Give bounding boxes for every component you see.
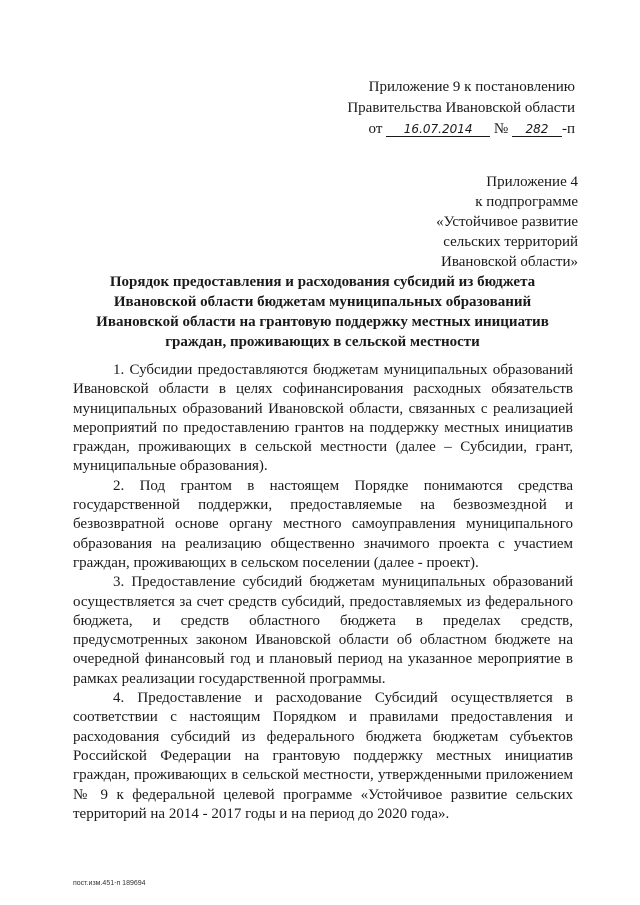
paragraph-2: 2. Под грантом в настоящем Порядке понимаются средства государственной поддержки, предоставляемые на безвозмездной и безвозвратной основе органу местного самоуправления муниципального образования на реализацию общественно значимого проекта с участием граждан, проживающих в сельском поселении (далее - проект).	[73, 477, 573, 571]
number-suffix: -п	[561, 121, 575, 137]
appendix-sub-line5: Ивановской области»	[441, 254, 578, 270]
appendix-sub-line4: сельских территорий	[443, 234, 578, 250]
appendix-main-date-line	[330, 119, 575, 140]
appendix-sub-line1: Приложение 4	[486, 174, 578, 190]
appendix-main-line2: Правительства Ивановской области	[347, 100, 575, 116]
appendix-sub-line2: к подпрограмме	[475, 194, 578, 210]
document-body	[73, 361, 573, 824]
paragraph-4: 4. Предоставление и расходование Субсидий осуществляется в соответствии с настоящим Порядком и правилами предоставления и расходования субсидий из федерального бюджета бюджетам субъектов Российской Федерации на грантовую поддержку местных инициатив граждан, проживающих в сельской местности, утвержденными приложением № 9 к федеральной целевой программе «Устойчивое развитие сельских территорий на 2014 - 2017 годы и на период до 2020 года».	[73, 690, 573, 822]
paragraph-3: 3. Предоставление субсидий бюджетам муниципальных образований осуществляется за счет средств субсидий, предоставляемых из федерального бюджета, и средств областного бюджета в пределах средств, предусмотренных законом Ивановской области об областном бюджете на очередной финансовый год и плановый период на указанное мероприятие в рамках реализации государственной программы.	[73, 574, 573, 687]
document-title	[70, 272, 575, 352]
handwritten-number: 282	[512, 122, 562, 137]
title-line1: Порядок предоставления и расходования субсидий из бюджета	[109, 274, 536, 290]
handwritten-date: 16.07.2014	[386, 122, 490, 137]
footer-code: пост.изм.451-п 189694	[73, 880, 146, 887]
paragraph-1: 1. Субсидии предоставляются бюджетам муниципальных образований Ивановской области в целях софинансирования расходных обязательств муниципальных образований Ивановской области, связанных с реализацией мероприятий по предоставлению грантов на поддержку местных инициатив граждан, проживающих в сельской местности (далее – Субсидии, грант, муниципальные образования).	[73, 362, 573, 475]
title-line4: граждан, проживающих в сельской местности	[165, 334, 480, 350]
from-label: от	[368, 121, 383, 137]
appendix-sub-line3: «Устойчивое развитие	[436, 214, 578, 230]
appendix-main-header	[330, 77, 575, 140]
number-label: №	[493, 121, 509, 137]
title-line3: Ивановской области на грантовую поддержку местных инициатив	[96, 314, 549, 330]
title-line2: Ивановской области бюджетам муниципальных образований	[113, 294, 532, 310]
appendix-sub-header	[380, 172, 578, 272]
appendix-main-line1: Приложение 9 к постановлению	[368, 79, 575, 95]
